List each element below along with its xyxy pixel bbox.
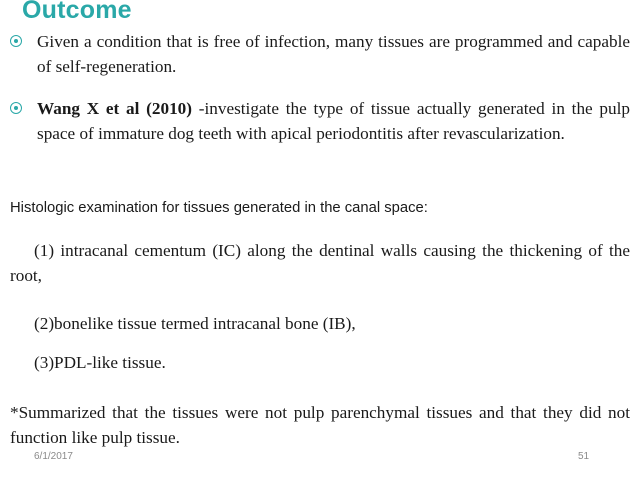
bullet-text: Given a condition that is free of infection, many tissues are programmed and capable of self-regeneration.	[37, 32, 630, 76]
summary-paragraph: *Summarized that the tissues were not pulp parenchymal tissues and that they did not function like pulp tissue.	[10, 403, 630, 447]
list-item: (2)bonelike tissue termed intracanal bone (IB),	[34, 314, 356, 333]
circle-bullet-icon	[10, 102, 22, 114]
footer-date: 6/1/2017	[34, 451, 73, 462]
circle-bullet-icon	[10, 35, 22, 47]
page-number: 51	[578, 451, 590, 462]
bullet-item	[10, 97, 630, 146]
citation-bold: Wang X et al (2010)	[37, 99, 192, 118]
list-item: (3)PDL-like tissue.	[34, 353, 166, 372]
bullet-text	[37, 97, 630, 146]
slide-title: Outcome	[22, 0, 132, 24]
list-item: (1) intracanal cementum (IC) along the dentinal walls causing the thickening of the root,	[10, 241, 630, 285]
subheading: Histologic examination for tissues generated in the canal space:	[10, 200, 428, 216]
bullet-text-rest: -investigate the type of tissue actually generated in the pulp space of immature dog teeth with apical periodontitis after revascularization.	[37, 99, 630, 143]
bullet-item	[10, 30, 630, 79]
